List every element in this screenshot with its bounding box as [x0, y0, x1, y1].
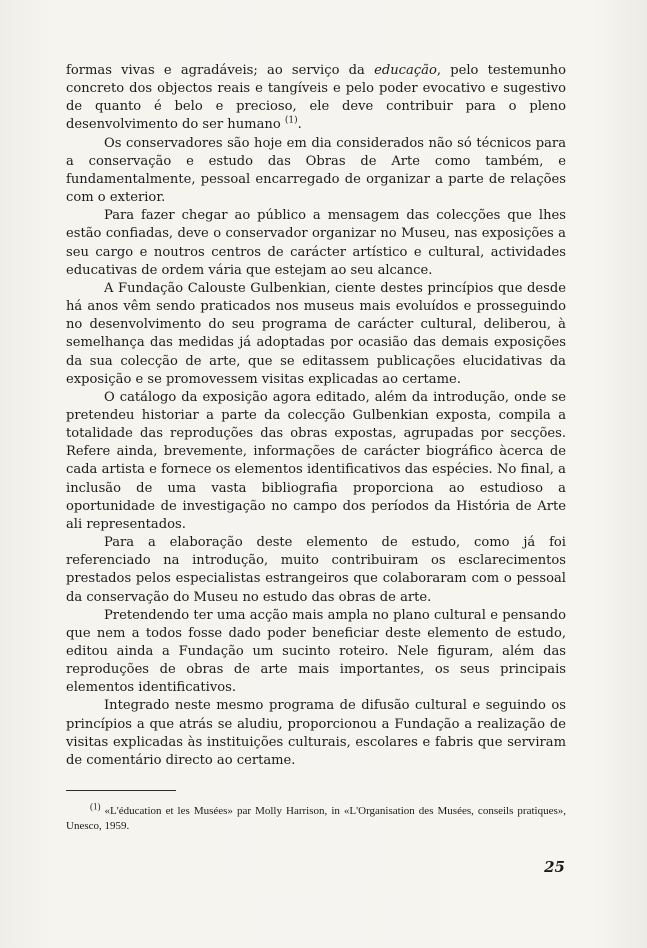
footnote — [66, 801, 566, 834]
paragraph-8: Integrado neste mesmo programa de difusão cultural e seguindo os princípios a que atrás se aludiu, proporcionou a Fundação a realização de visitas explicadas às instituições culturais, escolares e fabris que serviram de comentário directo ao certame. — [66, 698, 566, 768]
footnote-divider — [66, 790, 176, 791]
paragraph-1-middle: , pelo testemunho concreto dos objectos reais e tangíveis e pelo poder evocativo e sugestivo de quanto é belo e precioso, ele deve contribuir para o pleno desenvolvimento do ser humano — [66, 63, 567, 133]
paragraph-2: Os conservadores são hoje em dia considerados não só técnicos para a conservação e estudo das Obras de Arte como também, e fundamentalmente, pessoal encarregado de organizar a parte de relações com o exterior. — [66, 135, 566, 206]
paragraph-5: O catálogo da exposição agora editado, além da introdução, onde se pretendeu historiar a parte da colecção Gulbenkian exposta, compila a totalidade das reproduções das obras expostas, agrupadas por secções. Refere ainda, brevemente, informações de carácter biográfico àcerca de cada artista e fornece os elementos identificativos das espécies. No final, a inclusão de uma vasta bibliografia proporciona ao estudioso a oportunidade de investigação no campo dos períodos da História de Arte ali representados. — [66, 389, 566, 532]
paragraph-6: Para a elaboração deste elemento de estudo, como já foi referenciado na introdução, muito contribuiram os esclarecimentos prestados pelos especialistas estrangeiros que colaboraram com o pessoal da conservação do Museu no estudo das obras de arte. — [66, 535, 566, 605]
footnote-reference[interactable]: (1) — [284, 116, 298, 127]
emphasis-educacao: educação — [374, 63, 437, 78]
body-text — [66, 62, 566, 770]
footnote-marker: (1) — [90, 801, 101, 812]
paragraph-4: A Fundação Calouste Gulbenkian, ciente destes princípios que desde há anos vêm sendo praticados nos museus mais evoluídos e prosseguindo no desenvolvimento do seu programa de carácter cultural, deliberou, à semelhança das medidas já adoptadas por ocasião das demais exposições da sua colecção de arte, que se editassem publicações elucidativas da exposição e se promovessem visitas explicadas ao certame. — [66, 280, 566, 387]
paragraph-1-end: . — [297, 117, 302, 133]
paragraph-7: Pretendendo ter uma acção mais ampla no plano cultural e pensando que nem a todos fosse dado poder beneficiar deste elemento de estudo, editou ainda a Fundação um sucinto roteiro. Nele figuram, além das reproduções de obras de arte mais importantes, os seus principais elementos identificativos. — [66, 607, 566, 696]
paragraph-3: Para fazer chegar ao público a mensagem das colecções que lhes estão confiadas, deve o conservador organizar no Museu, nas exposições a seu cargo e noutros centros de carácter artístico e cultural, actividades educativas de ordem vária que estejam ao seu alcance. — [66, 208, 566, 278]
footnote-text: «L'éducation et les Musées» par Molly Harrison, in «L'Organisation des Musées, conseils pratiques», Unesco, 1959. — [66, 805, 566, 832]
paragraph-1-start: formas vivas e agradáveis; ao serviço da — [66, 63, 375, 78]
page-number: 25 — [544, 858, 565, 876]
paragraph-1 — [66, 62, 566, 135]
